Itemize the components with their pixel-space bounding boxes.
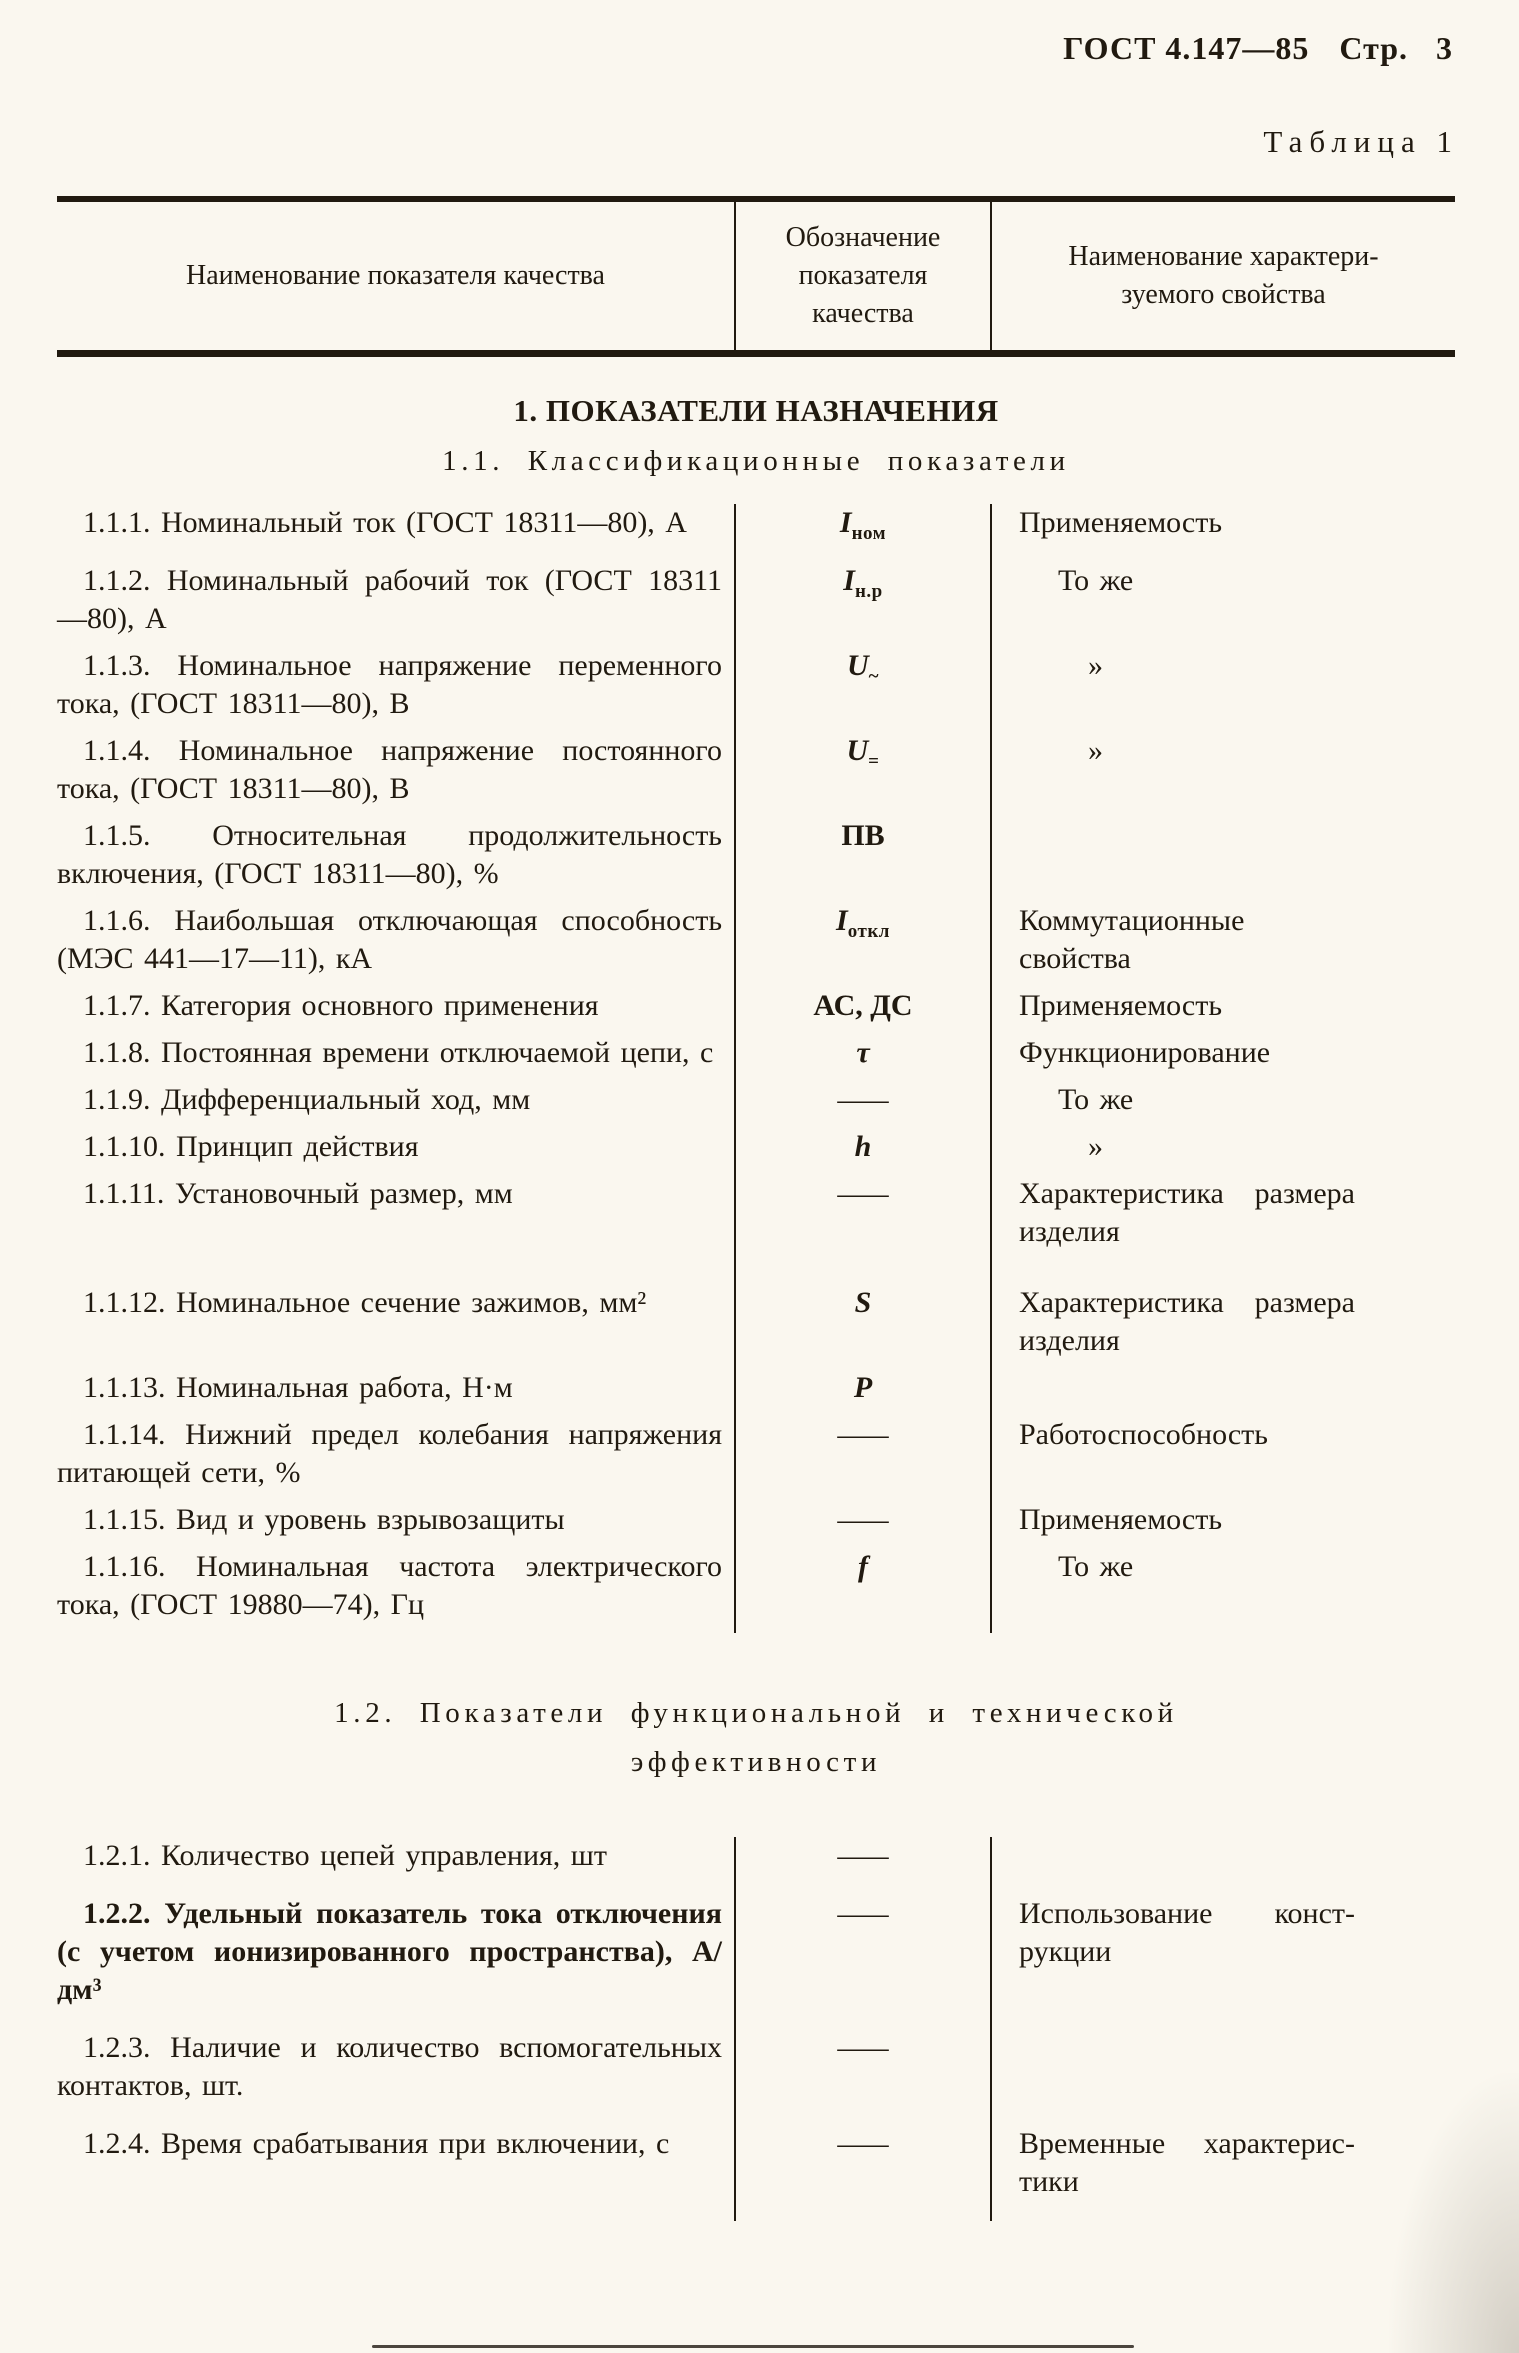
symbol: τ: [856, 1036, 870, 1069]
row-property: Применяемость: [1019, 506, 1223, 539]
symbol: —: [837, 1503, 889, 1536]
row-property: Временные характеристики: [1019, 2127, 1355, 2198]
row-property: Применяемость: [1019, 989, 1223, 1022]
page-header: [1063, 30, 1453, 67]
symbol-subscript: ном: [851, 523, 887, 544]
row-property: Функционирование: [1019, 1036, 1271, 1069]
symbol-subscript: н.р: [854, 581, 883, 602]
row-property: [992, 2029, 1455, 2125]
section-heading: 1. ПОКАЗАТЕЛИ НАЗНАЧЕНИЯ: [513, 393, 999, 428]
row-quality-indicator: 1.2.4. Время срабатывания при включении, с: [83, 2127, 670, 2160]
symbol: —: [837, 1418, 889, 1451]
page-label: Стр.: [1339, 30, 1408, 66]
table-caption: Таблица 1: [1263, 124, 1459, 159]
row-quality-indicator: 1.1.1. Номинальный ток (ГОСТ 18311—80), А: [83, 506, 687, 539]
row-symbol: [734, 1837, 992, 1895]
row-property: То же: [1058, 1083, 1134, 1116]
row-property: Характеристика размера изделия: [1019, 1286, 1355, 1357]
doc-number: ГОСТ 4.147—85: [1063, 30, 1310, 66]
symbol: —: [837, 1839, 889, 1872]
row-property: Коммутационные свойства: [1019, 904, 1245, 975]
row-symbol: [734, 1175, 992, 1260]
row-property: То же: [1058, 1550, 1134, 1583]
symbol: P: [853, 1371, 873, 1404]
symbol: S: [854, 1286, 872, 1319]
row-symbol: [734, 2125, 992, 2221]
table-header-row: [57, 196, 1455, 357]
col-header-property: Наименование характеризуемого свойства: [1068, 241, 1379, 310]
row-quality-indicator: 1.1.14. Нижний предел колебания напряжения питающей сети, %: [57, 1418, 722, 1489]
row-quality-indicator: 1.1.6. Наибольшая отключающая способность (МЭС 441—17—11), кА: [57, 904, 722, 975]
row-symbol: [734, 1128, 992, 1175]
row-quality-indicator: 1.1.16. Номинальная частота электрического тока, (ГОСТ 19880—74), Гц: [57, 1550, 722, 1621]
row-quality-indicator: 1.1.9. Дифференциальный ход, мм: [83, 1083, 531, 1116]
section-heading: 1.2. Показатели функциональной и технической: [334, 1697, 1178, 1729]
row-property: »: [1088, 734, 1103, 767]
col-header-designation: Обозначение показателя качества: [734, 202, 992, 350]
row-symbol: [734, 1369, 992, 1416]
symbol: —: [837, 1177, 889, 1210]
row-property: Применяемость: [1019, 1503, 1223, 1536]
symbol-subscript: =: [868, 751, 880, 772]
row-property: »: [1088, 649, 1103, 682]
symbol-subscript: откл: [847, 921, 890, 942]
scan-artifact-line: [372, 2345, 1134, 2348]
row-symbol: [734, 1501, 992, 1548]
section-heading: 1.1. Классификационные показатели: [442, 445, 1070, 477]
page-number: 3: [1436, 30, 1453, 66]
symbol: $I_{откл}$: [836, 904, 890, 942]
row-property: Работоспособность: [1019, 1418, 1268, 1451]
row-property: То же: [1058, 564, 1134, 597]
row-quality-indicator: 1.2.1. Количество цепей управления, шт: [83, 1839, 608, 1872]
row-symbol: [734, 1548, 992, 1633]
row-symbol: [734, 504, 992, 562]
row-quality-indicator: 1.1.2. Номинальный рабочий ток (ГОСТ 18311—80), А: [57, 564, 722, 635]
row-quality-indicator: 1.1.4. Номинальное напряжение постоянного тока, (ГОСТ 18311—80), В: [57, 734, 722, 805]
row-quality-indicator: 1.1.10. Принцип действия: [83, 1130, 419, 1163]
col-header-quality-indicator: Наименование показателя качества: [186, 260, 605, 292]
symbol: $U_=$: [846, 734, 880, 772]
symbol: ПВ: [841, 819, 885, 852]
row-quality-indicator: 1.1.11. Установочный размер, мм: [83, 1177, 513, 1210]
row-quality-indicator: 1.1.7. Категория основного применения: [83, 989, 599, 1022]
symbol: —: [837, 2127, 889, 2160]
row-symbol: [734, 1081, 992, 1128]
symbol-subscript: ~: [868, 666, 880, 687]
row-property: [992, 1369, 1455, 1416]
row-property: »: [1088, 1130, 1103, 1163]
row-symbol: [734, 987, 992, 1034]
row-symbol: [734, 1895, 992, 2029]
symbol: —: [837, 2031, 889, 2064]
symbol: —: [837, 1897, 889, 1930]
row-property: [992, 1837, 1455, 1895]
row-property: Использование конструкции: [1019, 1897, 1355, 1968]
section-heading: эффективности: [630, 1746, 882, 1778]
row-symbol: [734, 1034, 992, 1081]
row-symbol: [734, 817, 992, 902]
row-property: Характеристика размера изделия: [1019, 1177, 1355, 1248]
row-symbol: [734, 562, 992, 647]
symbol: $I_{н.р}$: [843, 564, 883, 602]
row-quality-indicator: 1.1.12. Номинальное сечение зажимов, мм²: [83, 1286, 647, 1319]
symbol: h: [854, 1130, 872, 1163]
row-symbol: [734, 1416, 992, 1501]
row-quality-indicator: 1.2.2. Удельный показатель тока отключения (с учетом ионизированного пространства), А/дм³: [57, 1897, 722, 2006]
symbol: —: [837, 1083, 889, 1116]
row-symbol: [734, 902, 992, 987]
row-quality-indicator: 1.1.15. Вид и уровень взрывозащиты: [83, 1503, 565, 1536]
table-body: [57, 357, 1455, 2251]
row-quality-indicator: 1.1.3. Номинальное напряжение переменного тока, (ГОСТ 18311—80), В: [57, 649, 722, 720]
row-quality-indicator: 1.1.13. Номинальная работа, Н·м: [83, 1371, 513, 1404]
row-symbol: [734, 2029, 992, 2125]
row-quality-indicator: 1.1.8. Постоянная времени отключаемой цепи, с: [83, 1036, 714, 1069]
symbol: $U_\sim$: [846, 649, 880, 687]
row-symbol: [734, 732, 992, 817]
row-symbol: [734, 647, 992, 732]
row-quality-indicator: 1.2.3. Наличие и количество вспомогательных контактов, шт.: [57, 2031, 722, 2102]
table: [57, 196, 1455, 2251]
symbol: $I_{ном}$: [839, 506, 887, 544]
symbol: АС, ДС: [813, 989, 913, 1022]
row-property: [992, 817, 1455, 902]
symbol: f: [858, 1550, 868, 1583]
row-quality-indicator: 1.1.5. Относительная продолжительность включения, (ГОСТ 18311—80), %: [57, 819, 722, 890]
row-symbol: [734, 1260, 992, 1369]
